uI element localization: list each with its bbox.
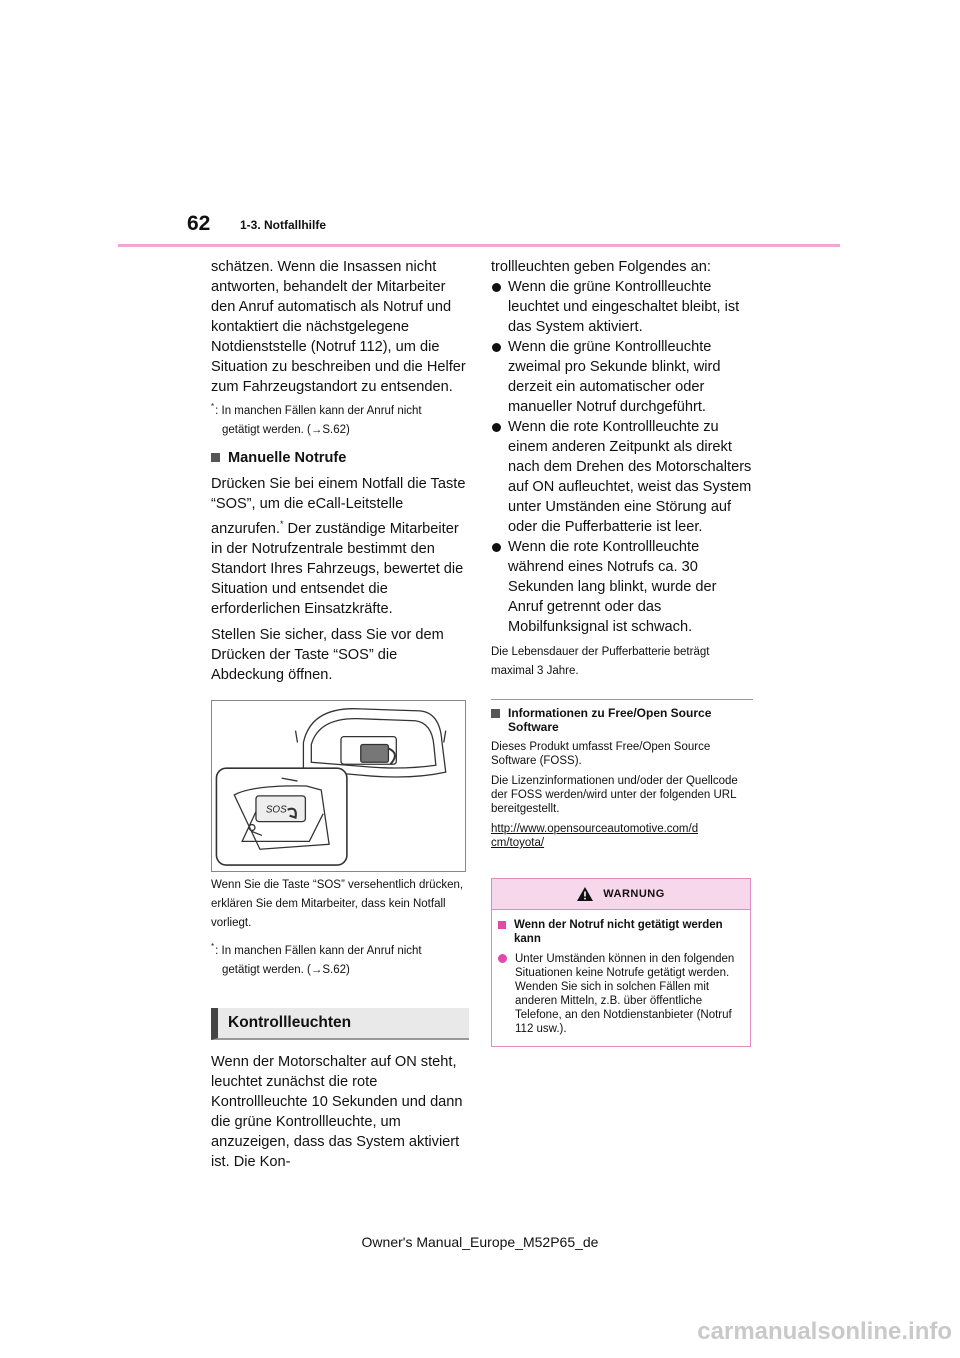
- overhead-console-drawing: [212, 701, 465, 871]
- foss-url-paragraph: [491, 822, 701, 850]
- pink-square-icon: [498, 921, 506, 929]
- pink-dot-icon: [498, 954, 507, 963]
- bullet-dot-icon: [492, 543, 501, 552]
- section-title: 1-3. Notfallhilfe: [240, 218, 327, 232]
- manual-call-heading-text: Manuelle Notrufe: [228, 449, 347, 466]
- foss-info: [491, 706, 753, 850]
- footnote-1: [211, 397, 469, 421]
- figure-caption: Wenn Sie die Taste “SOS” versehentlich drücken, erklären Sie dem Mitarbeiter, dass kein Notfall vorliegt.: [211, 878, 464, 929]
- paragraph-manual-b: Der zuständige Mitarbeiter in der Notrufzentrale bestimmt den Standort Ihres Fahrzeugs, bewertet die Situation und entsendet die erforderlichen Einsatzkräfte.: [211, 520, 464, 617]
- list-item: [491, 417, 753, 537]
- footnote-star: *: [211, 941, 215, 951]
- warning-title: WARNUNG: [603, 888, 665, 900]
- foss-info-p2: Die Lizenzinformationen und/oder der Quellcode der FOSS werden/wird unter der folgenden URL bereitgestellt.: [491, 775, 738, 815]
- square-bullet-icon: [491, 709, 500, 718]
- battery-note: Die Lebensdauer der Pufferbatterie beträgt maximal 3 Jahre.: [491, 646, 710, 677]
- right-column: [491, 257, 753, 1047]
- footnote-2: [211, 937, 469, 961]
- warning-item-text: Unter Umständen können in den folgenden Situationen keine Notrufe getätigt werden. Wenden Sie sich in solchen Fällen mit anderen Mitteln, z.B. über öffentliche Telefone, an den Notdienstanbieter (Notruf 112 usw.).: [515, 953, 735, 1035]
- list-item-text: Wenn die grüne Kontrollleuchte zweimal pro Sekunde blinkt, wird derzeit ein automatischer oder manueller Notruf durchgeführt.: [508, 339, 721, 415]
- paragraph-intro: schätzen. Wenn die Insassen nicht antworten, behandelt der Mitarbeiter den Anruf automatisch als Notruf und kontaktiert die nächstgelegene Notdienststelle (Notruf 112), um die Situation zu beschreiben und die Helfer zum Fahrzeugstandort zu entsenden.: [211, 259, 466, 395]
- watermark: carmanualsonline.info: [697, 1318, 952, 1345]
- list-item: [491, 337, 753, 417]
- footnote-text: : In manchen Fällen kann der Anruf nicht: [215, 404, 422, 417]
- paragraph-indicators-cont: trollleuchten geben Folgendes an:: [491, 259, 711, 275]
- list-item-text: Wenn die rote Kontrollleuchte während eines Notrufs ca. 30 Sekunden lang blinkt, wurde der Anruf getrennt oder das Mobilfunksignal ist schwach.: [508, 539, 717, 635]
- footnote-text: : In manchen Fällen kann der Anruf nicht: [215, 944, 422, 957]
- paragraph-indicators: Wenn der Motorschalter auf ON steht, leuchtet zunächst die rote Kontrollleuchte 10 Sekunden und dann die grüne Kontrollleuchte, um anzuzeigen, dass das System aktiviert ist. Die Kon-: [211, 1053, 463, 1170]
- warning-box: [491, 878, 751, 1047]
- header-rule: [118, 244, 840, 247]
- page-footer: Owner's Manual_Europe_M52P65_de: [361, 1234, 599, 1250]
- square-bullet-icon: [211, 453, 220, 462]
- indicator-lights-heading: Kontrollleuchten: [211, 1008, 469, 1040]
- manual-call-heading: [211, 448, 469, 468]
- divider: [491, 699, 753, 700]
- footnote-1-cont: getätigt werden. (→S.62): [222, 423, 350, 436]
- page-number: 62: [187, 212, 211, 235]
- foss-info-p1: Dieses Produkt umfasst Free/Open Source Software (FOSS).: [491, 741, 711, 767]
- indicator-bullet-list: [491, 277, 753, 637]
- sos-button-illustration: [211, 700, 466, 872]
- paragraph-manual: [211, 474, 469, 619]
- warning-item: [498, 952, 744, 1036]
- paragraph-cover: Stellen Sie sicher, dass Sie vor dem Drücken der Taste “SOS” die Abdeckung öffnen.: [211, 626, 444, 683]
- footnote-star: *: [211, 402, 215, 411]
- warning-body: [492, 910, 750, 1046]
- foss-info-title: [491, 706, 753, 734]
- bullet-dot-icon: [492, 423, 501, 432]
- list-item: [491, 537, 753, 637]
- bullet-dot-icon: [492, 283, 501, 292]
- left-column: [211, 257, 469, 1172]
- warning-triangle-icon: [577, 887, 593, 901]
- bullet-dot-icon: [492, 343, 501, 352]
- sos-label: SOS: [265, 804, 287, 816]
- superscript-star: *: [279, 518, 284, 529]
- list-item-text: Wenn die grüne Kontrollleuchte leuchtet und eingeschaltet bleibt, ist das System aktiviert.: [508, 279, 740, 335]
- list-item: [491, 277, 753, 337]
- list-item-text: Wenn die rote Kontrollleuchte zu einem anderen Zeitpunkt als direkt nach dem Drehen des Motorschalters auf ON aufleuchtet, weist das System unter Umständen eine Störung auf oder die Pufferbatterie ist leer.: [508, 419, 752, 535]
- warning-header: [492, 879, 750, 910]
- footnote-2-cont: getätigt werden. (→S.62): [222, 963, 350, 976]
- foss-info-title-text: Informationen zu Free/Open Source Software: [508, 706, 712, 734]
- foss-url-link[interactable]: http://www.opensourceautomotive.com/dcm/toyota/: [491, 823, 699, 849]
- warning-subtitle-text: Wenn der Notruf nicht getätigt werden kann: [514, 919, 723, 945]
- warning-subtitle: [498, 918, 744, 946]
- paragraph-manual-a: Drücken Sie bei einem Notfall die Taste “SOS”, um die eCall-Leitstelle anzurufen.: [211, 475, 466, 537]
